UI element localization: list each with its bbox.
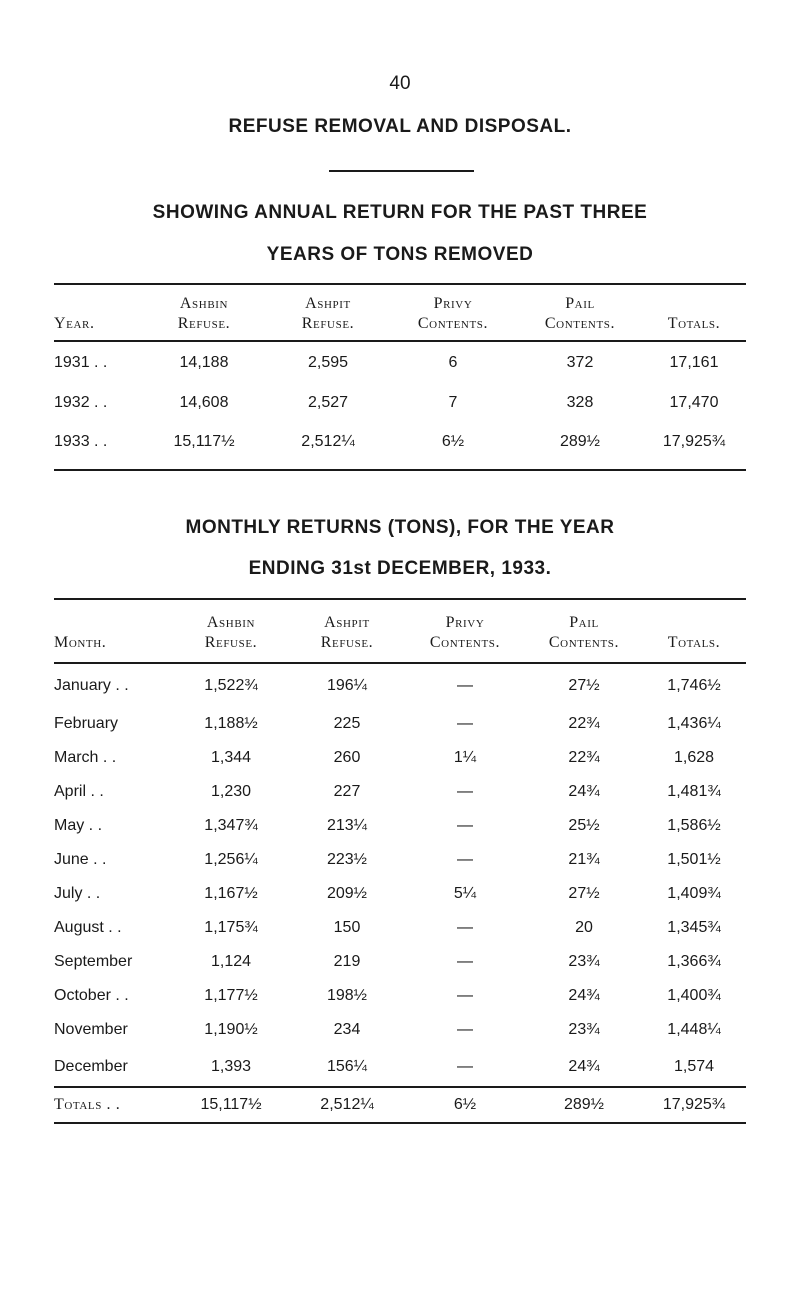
privy-cell: — xyxy=(457,953,473,970)
ashbin-cell: 1,344 xyxy=(210,749,252,766)
total-cell: 1,409¾ xyxy=(667,885,721,902)
privy-cell: — xyxy=(457,817,473,834)
ashpit-cell: 2,527 xyxy=(307,393,349,411)
privy-cell: — xyxy=(457,987,473,1004)
privy-cell: — xyxy=(457,676,473,694)
table-row xyxy=(54,877,746,911)
annual-return-table xyxy=(54,283,746,471)
ashbin-cell: 1,188½ xyxy=(204,715,258,732)
table-row xyxy=(54,911,746,945)
month-cell: April . . xyxy=(54,783,104,800)
month-cell: February xyxy=(54,715,119,732)
pail-cell: 23¾ xyxy=(568,1021,600,1038)
month-cell: August . . xyxy=(54,919,122,936)
total-cell: 1,366¾ xyxy=(667,953,721,970)
ashbin-cell: 1,167½ xyxy=(204,885,258,902)
year-cell: 1932 . . xyxy=(54,393,108,411)
privy-cell: — xyxy=(457,783,473,800)
total-cell: 1,345¾ xyxy=(667,919,721,936)
page-number: 40 xyxy=(389,73,411,94)
ashpit-cell: 196¼ xyxy=(326,676,368,694)
ashpit-refuse-header: Ashpit Refuse. xyxy=(268,284,388,341)
privy-cell: 6½ xyxy=(441,433,465,450)
month-cell: November xyxy=(54,1021,128,1038)
privy-contents-header: Privy Contents. xyxy=(404,599,526,663)
table-row xyxy=(54,945,746,979)
privy-cell: — xyxy=(457,851,473,868)
ashbin-cell: 14,608 xyxy=(179,393,229,411)
total-cell: 17,470 xyxy=(669,393,719,411)
ashbin-refuse-header: Ashbin Refuse. xyxy=(172,599,290,663)
total-cell: 1,448¼ xyxy=(667,1021,721,1038)
month-cell: March . . xyxy=(54,749,117,766)
table-row xyxy=(54,1013,746,1047)
privy-cell: — xyxy=(457,919,473,936)
privy-cell: 1¼ xyxy=(453,749,477,766)
ashbin-cell: 14,188 xyxy=(179,354,229,371)
totals-row xyxy=(54,1087,746,1123)
pail-cell: 22¾ xyxy=(568,749,600,766)
ashpit-cell: 198½ xyxy=(326,987,368,1004)
year-cell: 1933 . . xyxy=(54,433,108,450)
monthly-title-line2: ENDING 31st DECEMBER, 1933. xyxy=(248,558,552,579)
ashpit-cell: 260 xyxy=(333,749,361,766)
ashbin-cell: 1,124 xyxy=(210,953,252,970)
table-row xyxy=(54,979,746,1013)
ashpit-total: 2,512¼ xyxy=(290,1087,404,1123)
ashpit-cell: 156¼ xyxy=(326,1057,368,1075)
pail-contents-header: Pail Contents. xyxy=(518,284,642,341)
pail-cell: 372 xyxy=(566,354,594,371)
ashpit-cell: 2,595 xyxy=(307,354,349,371)
table-row xyxy=(54,1047,746,1087)
pail-cell: 22¾ xyxy=(568,715,600,732)
pail-total: 289½ xyxy=(526,1087,642,1123)
annual-title-line2: YEARS OF TONS REMOVED xyxy=(266,244,534,265)
table-row xyxy=(54,741,746,775)
pail-cell: 24¾ xyxy=(568,783,600,800)
pail-cell: 24¾ xyxy=(568,1057,600,1075)
ashpit-cell: 219 xyxy=(333,953,361,970)
ashpit-cell: 227 xyxy=(333,783,361,800)
ashbin-refuse-header: Ashbin Refuse. xyxy=(140,284,268,341)
privy-cell: — xyxy=(457,1057,473,1075)
total-cell: 1,481¾ xyxy=(667,783,721,800)
month-cell: July . . xyxy=(54,885,101,902)
table-row xyxy=(54,341,746,384)
table-row xyxy=(54,775,746,809)
total-cell: 17,925¾ xyxy=(662,433,726,450)
ashbin-cell: 1,177½ xyxy=(204,987,258,1004)
ashpit-cell: 209½ xyxy=(326,885,368,902)
grand-total: 17,925¾ xyxy=(642,1087,746,1123)
ashbin-cell: 1,522¾ xyxy=(204,676,258,694)
pail-cell: 27½ xyxy=(568,885,600,902)
pail-cell: 25½ xyxy=(568,817,600,834)
table-row xyxy=(54,843,746,877)
privy-contents-header: Privy Contents. xyxy=(388,284,518,341)
ashpit-cell: 2,512¼ xyxy=(301,433,355,450)
ashpit-cell: 234 xyxy=(333,1021,361,1038)
table-header-row xyxy=(54,599,746,663)
heading-divider xyxy=(329,170,474,172)
annual-title-line1: SHOWING ANNUAL RETURN FOR THE PAST THREE xyxy=(152,202,648,223)
privy-cell: 6 xyxy=(448,354,458,371)
ashpit-cell: 223½ xyxy=(326,851,368,868)
table-row xyxy=(54,384,746,421)
privy-total: 6½ xyxy=(404,1087,526,1123)
table-row xyxy=(54,421,746,470)
totals-header: Totals. xyxy=(642,599,746,663)
month-cell: June . . xyxy=(54,851,107,868)
pail-cell: 20 xyxy=(575,919,593,936)
ashbin-cell: 1,190½ xyxy=(204,1021,258,1038)
total-cell: 1,501½ xyxy=(667,851,721,868)
ashbin-cell: 1,230 xyxy=(210,783,252,800)
ashpit-cell: 150 xyxy=(333,919,361,936)
privy-cell: — xyxy=(457,1021,473,1038)
total-cell: 1,628 xyxy=(673,749,715,766)
totals-label: Totals . . xyxy=(54,1087,172,1123)
total-cell: 17,161 xyxy=(669,354,719,371)
page-heading: REFUSE REMOVAL AND DISPOSAL. xyxy=(228,116,572,137)
table-header-row xyxy=(54,284,746,341)
table-row xyxy=(54,707,746,741)
month-cell: May . . xyxy=(54,817,103,834)
ashbin-cell: 1,175¾ xyxy=(204,919,258,936)
ashpit-cell: 225 xyxy=(333,715,361,732)
pail-cell: 328 xyxy=(566,393,594,411)
total-cell: 1,436¼ xyxy=(667,715,721,732)
pail-cell: 27½ xyxy=(568,676,600,694)
total-cell: 1,586½ xyxy=(667,817,721,834)
month-cell: December xyxy=(54,1057,128,1075)
table-row xyxy=(54,663,746,707)
ashpit-cell: 213¼ xyxy=(326,817,368,834)
month-cell: September xyxy=(54,953,133,970)
month-header: Month. xyxy=(54,599,172,663)
ashpit-refuse-header: Ashpit Refuse. xyxy=(290,599,404,663)
privy-cell: 5¼ xyxy=(453,885,477,902)
pail-cell: 24¾ xyxy=(568,987,600,1004)
privy-cell: — xyxy=(457,715,473,732)
ashbin-cell: 1,393 xyxy=(210,1057,252,1075)
pail-cell: 23¾ xyxy=(568,953,600,970)
total-cell: 1,746½ xyxy=(667,676,721,694)
month-cell: January . . xyxy=(54,676,129,694)
year-header: Year. xyxy=(54,284,140,341)
ashbin-cell: 1,256¼ xyxy=(204,851,258,868)
pail-cell: 21¾ xyxy=(568,851,600,868)
ashbin-total: 15,117½ xyxy=(172,1087,290,1123)
total-cell: 1,400¾ xyxy=(667,987,721,1004)
totals-header: Totals. xyxy=(642,284,746,341)
table-row xyxy=(54,809,746,843)
monthly-title-line1: MONTHLY RETURNS (TONS), FOR THE YEAR xyxy=(185,517,615,538)
ashbin-cell: 15,117½ xyxy=(173,433,235,450)
year-cell: 1931 . . xyxy=(54,354,108,371)
month-cell: October . . xyxy=(54,987,129,1004)
pail-contents-header: Pail Contents. xyxy=(526,599,642,663)
ashbin-cell: 1,347¾ xyxy=(204,817,258,834)
total-cell: 1,574 xyxy=(673,1057,715,1075)
privy-cell: 7 xyxy=(448,393,458,411)
monthly-return-table xyxy=(54,598,746,1124)
pail-cell: 289½ xyxy=(559,433,601,450)
